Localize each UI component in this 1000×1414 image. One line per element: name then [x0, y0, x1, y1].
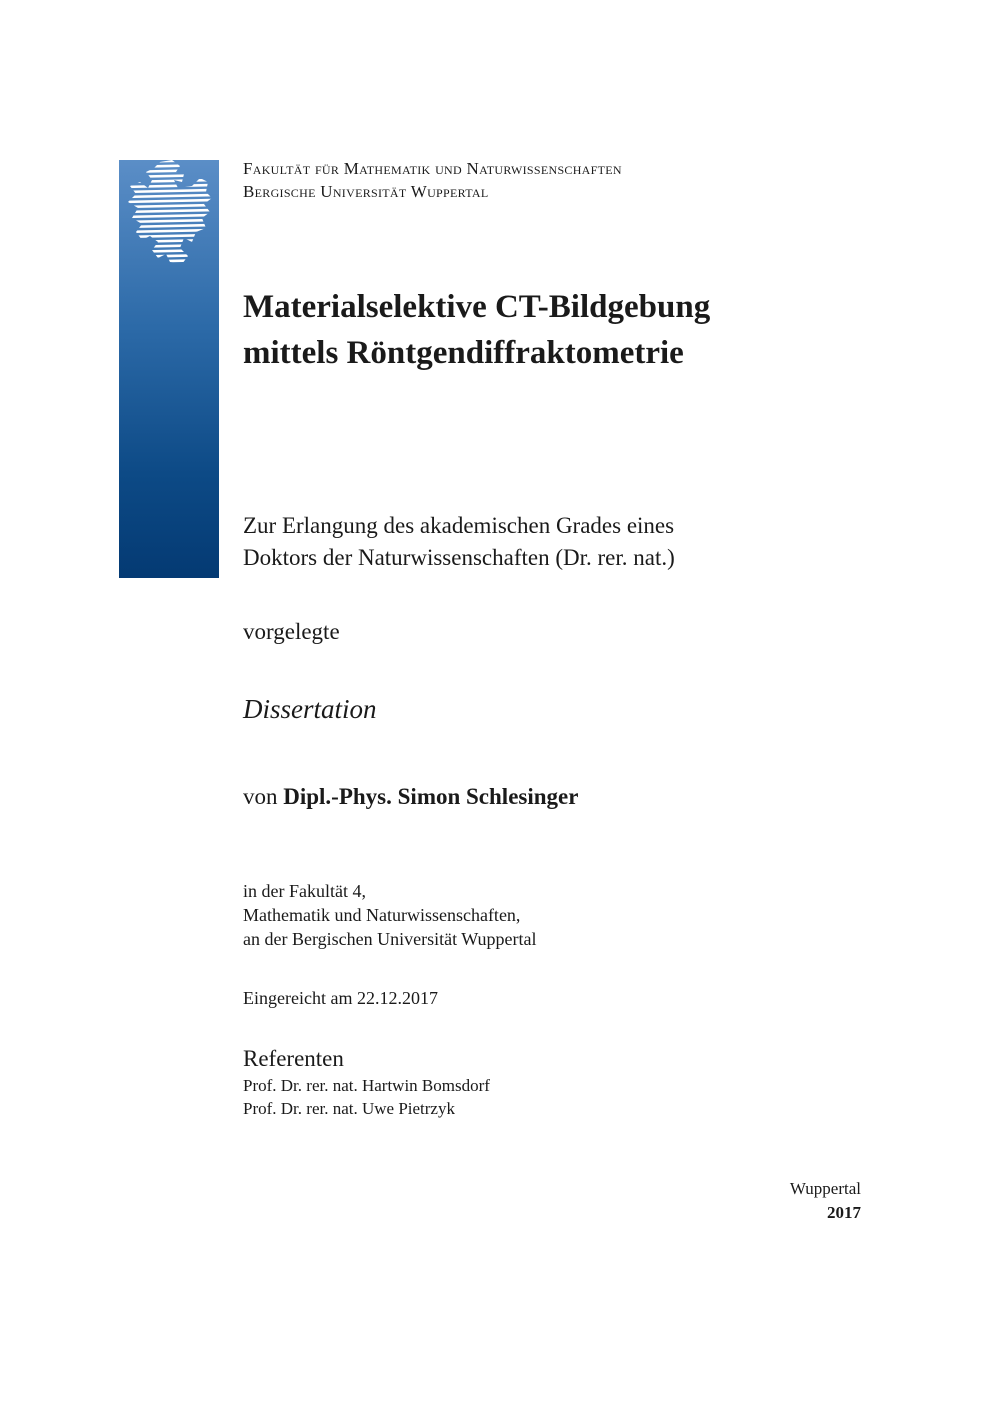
- degree-purpose-line-2: Doktors der Naturwissenschaften (Dr. rer. nat.): [243, 545, 675, 570]
- author-line: [243, 781, 578, 813]
- submitted-word: vorgelegte: [243, 619, 340, 644]
- submission-date: Eingereicht am 22.12.2017: [243, 988, 438, 1008]
- university-name: Bergische Universität Wuppertal: [243, 182, 489, 201]
- place: Wuppertal: [789, 1179, 861, 1198]
- author-prefix: von: [243, 784, 278, 809]
- referees-heading: Referenten: [243, 1046, 344, 1071]
- faculty-name: Fakultät für Mathematik und Naturwissenschaften: [243, 159, 622, 178]
- institution-line-1: in der Fakultät 4,: [243, 881, 366, 901]
- institution-block: [243, 879, 537, 951]
- thesis-title-line-2: mittels Röntgendiffraktometrie: [243, 335, 684, 371]
- thesis-title-line-1: Materialselektive CT-Bildgebung: [243, 289, 711, 325]
- referee-1: Prof. Dr. rer. nat. Hartwin Bomsdorf: [243, 1076, 490, 1095]
- degree-purpose-line-1: Zur Erlangung des akademischen Grades eines: [243, 513, 675, 538]
- university-lion-logo-icon: [122, 158, 216, 268]
- degree-purpose: [243, 510, 675, 574]
- institution-line-2: Mathematik und Naturwissenschaften,: [243, 905, 521, 925]
- document-type: Dissertation: [243, 694, 377, 724]
- thesis-title: [243, 284, 710, 376]
- year: 2017: [827, 1203, 861, 1222]
- referee-2: Prof. Dr. rer. nat. Uwe Pietrzyk: [243, 1099, 455, 1118]
- author-name: Dipl.-Phys. Simon Schlesinger: [283, 784, 579, 809]
- referees-block: [243, 1044, 490, 1120]
- institution-line-3: an der Bergischen Universität Wuppertal: [243, 929, 537, 949]
